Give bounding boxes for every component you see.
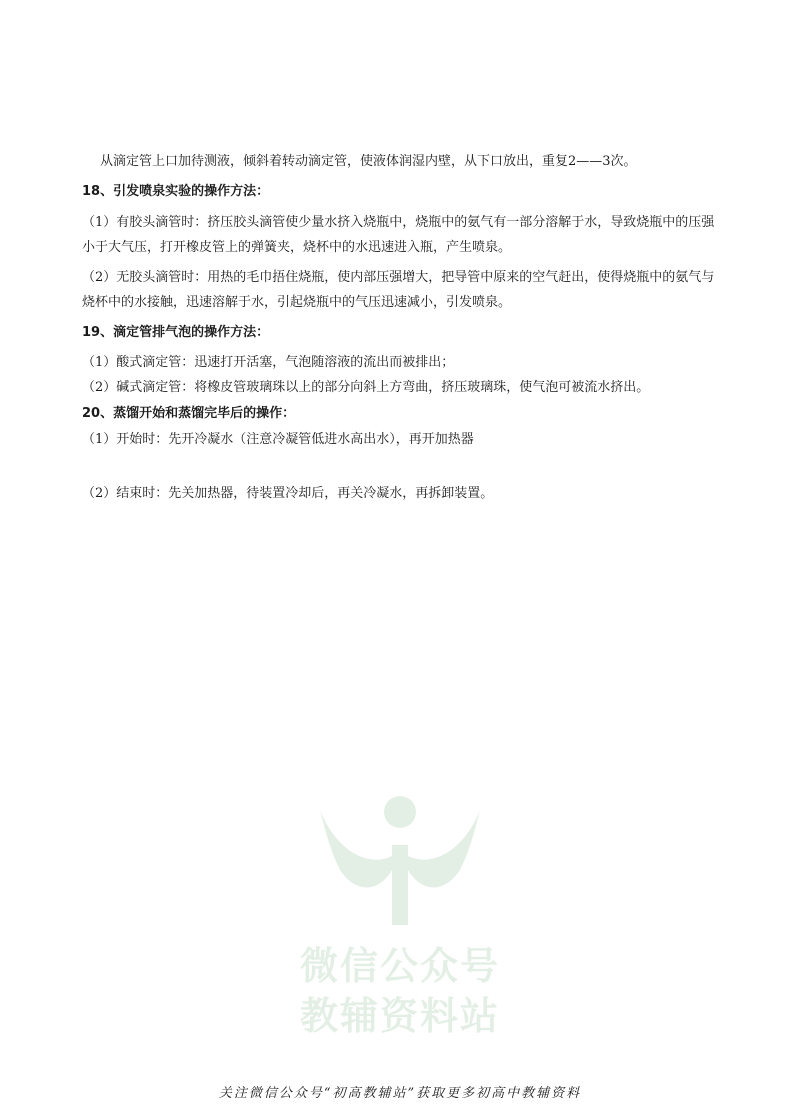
watermark-line-1: 微信公众号 — [300, 944, 501, 988]
section-19-item-1: （1）酸式滴定管：迅速打开活塞，气泡随溶液的流出而被排出； — [82, 355, 455, 370]
section-18-item-1-line-1: （1）有胶头滴管时：挤压胶头滴管使少量水挤入烧瓶中，烧瓶中的氨气有一部分溶解于水，导致烧瓶中的压强 — [82, 215, 715, 230]
footer-note: 关注微信公众号“初高教辅站”获取更多初高中教辅资料 — [218, 1086, 582, 1101]
continuation-text: 从滴定管上口加待测液，倾斜着转动滴定管，使液体润湿内壁，从下口放出，重复2——3次。 — [100, 154, 637, 169]
watermark-line-2: 教辅资料站 — [300, 994, 501, 1038]
section-18-heading: 18、引发喷泉实验的操作方法： — [82, 184, 270, 199]
section-18-item-2-line-1: （2）无胶头滴管时：用热的毛巾捂住烧瓶，使内部压强增大，把导管中原来的空气赶出，使得烧瓶中的氨气与 — [82, 270, 715, 285]
section-18-item-2-line-2: 烧杯中的水接触，迅速溶解于水，引起烧瓶中的气压迅速减小，引发喷泉。 — [82, 295, 512, 310]
section-19-item-2: （2）碱式滴定管：将橡皮管玻璃珠以上的部分向斜上方弯曲，挤压玻璃珠，使气泡可被流水挤出。 — [82, 380, 650, 395]
section-20-item-1: （1）开始时：先开冷凝水（注意冷凝管低进水高出水），再开加热器 — [82, 432, 474, 447]
section-19-heading: 19、滴定管排气泡的操作方法： — [82, 325, 270, 340]
section-18-item-1-line-2: 小于大气压，打开橡皮管上的弹簧夹，烧杯中的水迅速进入瓶，产生喷泉。 — [82, 240, 512, 255]
section-20-item-2: （2）结束时：先关加热器，待装置冷却后，再关冷凝水，再拆卸装置。 — [82, 486, 494, 501]
section-20-heading: 20、蒸馏开始和蒸馏完毕后的操作： — [82, 406, 296, 421]
watermark-logo-icon — [300, 790, 500, 930]
watermark — [300, 790, 501, 1038]
